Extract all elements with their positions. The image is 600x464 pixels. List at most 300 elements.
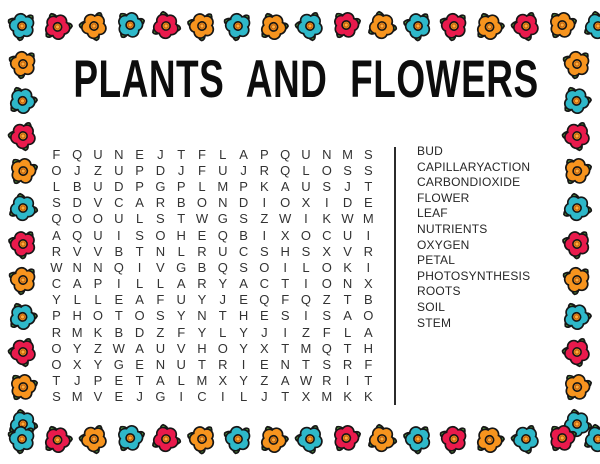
grid-cell-letter: N	[93, 259, 103, 275]
grid-cell-letter: L	[73, 292, 81, 308]
grid-cell-letter: A	[52, 227, 61, 243]
grid-cell-letter: I	[116, 276, 121, 292]
grid-cell-letter: U	[218, 162, 228, 178]
grid-cell-letter: U	[114, 211, 124, 227]
grid-cell-letter: P	[260, 146, 269, 162]
grid-cell-letter: T	[301, 357, 310, 373]
flower-border-right	[555, 46, 599, 418]
grid-cell-letter: T	[135, 373, 144, 389]
word-list	[417, 144, 530, 331]
flower-icon	[249, 416, 298, 464]
grid-cell-letter: A	[239, 276, 248, 292]
grid-cell-letter: T	[281, 340, 290, 356]
grid-cell-letter: J	[261, 389, 268, 405]
flower-icon	[554, 221, 600, 267]
flower-icon	[357, 414, 408, 464]
word-list-item: NUTRIENTS	[417, 221, 488, 236]
grid-cell-letter: I	[116, 227, 121, 243]
grid-cell-letter: N	[197, 308, 207, 324]
grid-cell-letter: H	[238, 308, 249, 324]
grid-cell-letter: O	[321, 276, 332, 292]
grid-cell-letter: J	[157, 146, 164, 162]
grid-cell-letter: O	[72, 211, 83, 227]
grid-cell-letter: L	[156, 276, 164, 292]
grid-cell-letter: W	[341, 211, 354, 227]
grid-cell-letter: V	[93, 243, 103, 259]
grid-cell-letter: F	[156, 292, 165, 308]
grid-cell-letter: O	[300, 227, 312, 243]
grid-cell-letter: W	[112, 340, 125, 356]
grid-cell-letter: Y	[93, 357, 103, 373]
flower-icon	[1, 365, 45, 409]
grid-cell-letter: S	[156, 211, 165, 227]
grid-cell-letter: A	[72, 276, 82, 292]
grid-cell-letter: T	[343, 340, 352, 356]
grid-cell-letter: J	[73, 162, 81, 178]
grid-cell-letter: M	[71, 324, 83, 340]
flower-icon	[141, 1, 192, 52]
flower-icon	[33, 3, 82, 52]
grid-cell-letter: O	[321, 259, 332, 275]
grid-cell-letter: L	[94, 292, 102, 308]
grid-cell-letter: R	[51, 324, 62, 340]
grid-cell-letter: T	[52, 373, 61, 389]
grid-cell-letter: N	[114, 146, 124, 162]
grid-cell-letter: A	[156, 373, 165, 389]
grid-cell-letter: N	[155, 357, 166, 373]
grid-cell-letter: T	[135, 243, 144, 259]
grid-cell-letter: S	[364, 162, 373, 178]
grid-cell-letter: Z	[94, 340, 102, 356]
grid-cell-letter: X	[322, 243, 332, 259]
grid-cell-letter: Q	[280, 146, 291, 162]
grid-cell-letter: L	[302, 162, 310, 178]
grid-cell-letter: G	[176, 259, 187, 275]
grid-cell-letter: S	[239, 259, 248, 275]
word-list-item: CAPILLARYACTION	[417, 159, 531, 174]
grid-cell-letter: U	[155, 340, 166, 356]
grid-cell-letter: X	[72, 357, 82, 373]
grid-cell-letter: V	[176, 340, 186, 356]
flower-icon	[465, 3, 514, 52]
grid-cell-letter: U	[114, 162, 124, 178]
grid-cell-letter: I	[345, 373, 350, 389]
grid-cell-letter: P	[176, 178, 186, 194]
grid-cell-letter: E	[260, 357, 269, 373]
grid-cell-letter: O	[196, 195, 208, 211]
grid-cell-letter: Q	[72, 146, 83, 162]
grid-cell-letter: K	[260, 178, 269, 194]
flower-icon	[552, 327, 600, 377]
flower-icon	[0, 221, 46, 267]
grid-cell-letter: J	[240, 162, 247, 178]
grid-cell-letter: U	[93, 178, 103, 194]
grid-cell-letter: S	[364, 146, 373, 162]
flower-icon	[433, 5, 476, 48]
grid-cell-letter: M	[321, 389, 333, 405]
grid-cell-letter: C	[322, 227, 332, 243]
grid-cell-letter: Y	[218, 276, 228, 292]
grid-cell-letter: O	[259, 259, 270, 275]
grid-cell-letter: I	[366, 259, 371, 275]
word-list-item: CARBONDIOXIDE	[417, 175, 521, 190]
flower-icon	[540, 3, 584, 47]
grid-cell-letter: Q	[51, 211, 62, 227]
grid-cell-letter: Q	[217, 259, 228, 275]
grid-cell-letter: Z	[301, 324, 310, 340]
grid-cell-letter: X	[218, 373, 228, 389]
flower-icon	[179, 416, 225, 462]
grid-cell-letter: T	[364, 373, 373, 389]
grid-cell-letter: O	[51, 357, 62, 373]
grid-cell-letter: B	[72, 178, 82, 194]
grid-cell-letter: B	[239, 227, 248, 243]
grid-cell-letter: L	[219, 324, 227, 340]
grid-cell-letter: Z	[260, 211, 269, 227]
grid-cell-letter: S	[239, 211, 248, 227]
grid-cell-letter: H	[363, 340, 374, 356]
grid-cell-letter: G	[155, 389, 166, 405]
flower-icon	[217, 418, 260, 461]
grid-cell-letter: N	[155, 243, 166, 259]
flower-icon	[501, 1, 551, 51]
flower-icon	[1, 418, 44, 461]
grid-cell-letter: B	[176, 195, 186, 211]
grid-cell-letter: X	[301, 389, 311, 405]
divider-line	[394, 147, 396, 405]
grid-cell-letter: N	[218, 195, 228, 211]
grid-cell-letter: Q	[300, 292, 312, 308]
grid-cell-letter: P	[93, 276, 103, 292]
grid-cell-letter: F	[177, 324, 186, 340]
grid-cell-letter: B	[364, 292, 373, 308]
grid-cell-letter: I	[366, 227, 371, 243]
grid-cell-letter: O	[51, 162, 62, 178]
grid-cell-letter: S	[301, 243, 311, 259]
grid-cell-letter: J	[344, 178, 351, 194]
grid-cell-letter: U	[342, 227, 353, 243]
grid-cell-letter: U	[93, 146, 103, 162]
grid-cell-letter: X	[301, 195, 311, 211]
grid-cell-letter: W	[279, 211, 292, 227]
flower-icon	[465, 416, 514, 464]
grid-cell-letter: L	[239, 389, 248, 405]
flower-icon	[552, 399, 600, 450]
grid-cell-letter: S	[135, 227, 144, 243]
grid-cell-letter: Z	[322, 292, 331, 308]
grid-cell-letter: R	[155, 195, 166, 211]
grid-cell-letter: D	[114, 178, 124, 194]
grid-cell-letter: M	[71, 389, 83, 405]
grid-cell-letter: J	[261, 324, 268, 340]
grid-cell-letter: T	[343, 292, 352, 308]
flower-icon	[249, 3, 298, 52]
grid-cell-letter: J	[177, 162, 185, 178]
grid-cell-letter: Y	[72, 340, 82, 356]
grid-cell-letter: I	[262, 227, 267, 243]
grid-cell-letter: D	[238, 195, 249, 211]
flower-icon	[324, 416, 368, 460]
grid-cell-letter: Q	[321, 340, 332, 356]
grid-cell-letter: I	[241, 357, 246, 373]
grid-cell-letter: C	[259, 276, 270, 292]
flower-icon	[501, 414, 551, 464]
grid-cell-letter: Z	[156, 324, 165, 340]
grid-cell-letter: R	[342, 357, 353, 373]
grid-cell-letter: Y	[239, 373, 248, 389]
grid-cell-letter: T	[281, 276, 290, 292]
grid-cell-letter: W	[195, 211, 209, 227]
page-title: PLANTS AND FLOWERS	[73, 50, 539, 109]
grid-cell-letter: F	[52, 146, 61, 162]
grid-cell-letter: F	[281, 292, 290, 308]
flower-icon	[395, 3, 441, 49]
flower-icon	[108, 3, 152, 47]
grid-cell-letter: M	[362, 211, 374, 227]
grid-cell-letter: G	[155, 178, 166, 194]
grid-cell-letter: O	[217, 340, 228, 356]
grid-cell-letter: Q	[217, 227, 228, 243]
flower-icon	[285, 1, 335, 51]
grid-cell-letter: S	[322, 308, 332, 324]
grid-cell-letter: S	[52, 195, 61, 211]
grid-cell-letter: P	[135, 162, 144, 178]
grid-cell-letter: H	[280, 243, 290, 259]
grid-cell-letter: R	[197, 243, 207, 259]
grid-cell-letter: C	[238, 243, 249, 259]
flower-icon	[33, 416, 82, 464]
grid-cell-letter: A	[343, 308, 352, 324]
grid-cell-letter: T	[281, 389, 290, 405]
flower-icon	[556, 259, 599, 302]
grid-cell-letter: E	[135, 146, 144, 162]
flower-icon	[1, 5, 44, 48]
grid-cell-letter: G	[217, 211, 228, 227]
grid-cell-letter: L	[343, 324, 352, 340]
grid-cell-letter: N	[280, 357, 290, 373]
grid-cell-letter: W	[299, 373, 313, 389]
grid-cell-letter: U	[93, 227, 103, 243]
grid-cell-letter: P	[93, 373, 103, 389]
grid-cell-letter: S	[322, 178, 332, 194]
flower-icon	[324, 3, 368, 47]
grid-cell-letter: E	[197, 227, 207, 243]
word-search-grid	[46, 146, 379, 405]
grid-cell-letter: N	[72, 259, 82, 275]
grid-cell-letter: E	[114, 373, 124, 389]
grid-cell-letter: Q	[72, 227, 83, 243]
grid-cell-letter: J	[219, 292, 227, 308]
grid-cell-letter: A	[135, 292, 144, 308]
grid-cell-letter: R	[197, 276, 207, 292]
flower-icon	[433, 418, 476, 461]
flower-icon	[573, 414, 600, 464]
flower-icon	[69, 414, 119, 464]
grid-cell-letter: D	[155, 162, 166, 178]
grid-cell-letter: I	[283, 324, 287, 340]
grid-cell-letter: I	[324, 195, 329, 211]
word-list-item: ROOTS	[417, 284, 461, 299]
grid-cell-letter: S	[280, 308, 290, 324]
flower-icon	[0, 183, 48, 234]
grid-cell-letter: H	[176, 227, 186, 243]
grid-cell-letter: S	[260, 243, 269, 259]
flower-icon	[69, 1, 119, 51]
grid-cell-letter: V	[156, 259, 165, 275]
flower-icon	[395, 416, 441, 462]
flower-icon	[2, 259, 45, 302]
grid-cell-letter: Q	[280, 162, 291, 178]
grid-cell-letter: A	[135, 340, 144, 356]
grid-cell-letter: Z	[260, 373, 269, 389]
grid-cell-letter: B	[114, 243, 124, 259]
word-list-item: LEAF	[417, 206, 448, 221]
grid-cell-letter: F	[322, 324, 331, 340]
grid-cell-letter: U	[301, 178, 311, 194]
grid-cell-letter: S	[343, 162, 352, 178]
flower-icon	[0, 293, 47, 342]
grid-cell-letter: Q	[259, 292, 270, 308]
grid-cell-letter: M	[217, 178, 229, 194]
grid-cell-letter: U	[218, 243, 228, 259]
grid-cell-letter: G	[113, 357, 124, 373]
grid-cell-letter: T	[177, 146, 186, 162]
grid-cell-letter: A	[280, 178, 290, 194]
grid-cell-letter: A	[135, 195, 144, 211]
grid-cell-letter: W	[50, 259, 63, 275]
grid-cell-letter: L	[177, 373, 185, 389]
grid-cell-letter: O	[92, 211, 104, 227]
grid-cell-letter: Y	[239, 340, 248, 356]
grid-cell-letter: Y	[176, 308, 186, 324]
grid-cell-letter: A	[364, 324, 373, 340]
grid-cell-letter: P	[239, 178, 248, 194]
grid-cell-letter: Y	[239, 324, 248, 340]
grid-cell-letter: M	[196, 373, 208, 389]
grid-cell-letter: R	[322, 373, 332, 389]
grid-cell-letter: R	[259, 162, 270, 178]
grid-cell-letter: Q	[113, 259, 124, 275]
grid-cell-letter: V	[93, 195, 103, 211]
grid-cell-letter: F	[198, 162, 206, 178]
grid-cell-letter: D	[72, 195, 82, 211]
grid-cell-letter: L	[177, 243, 185, 259]
grid-cell-letter: D	[342, 195, 353, 211]
grid-cell-letter: O	[155, 227, 166, 243]
grid-cell-letter: C	[51, 276, 62, 292]
flower-icon	[555, 149, 599, 193]
grid-cell-letter: J	[136, 389, 143, 405]
grid-cell-letter: I	[304, 211, 308, 227]
grid-cell-letter: L	[135, 276, 144, 292]
grid-cell-letter: I	[304, 276, 308, 292]
grid-cell-letter: M	[342, 146, 353, 162]
grid-cell-letter: L	[198, 178, 206, 194]
grid-cell-letter: H	[72, 308, 82, 324]
grid-cell-letter: A	[176, 276, 186, 292]
grid-cell-letter: K	[322, 211, 332, 227]
flower-icon	[552, 183, 600, 234]
grid-cell-letter: O	[51, 340, 62, 356]
grid-cell-letter: E	[239, 292, 248, 308]
flower-icon	[555, 365, 599, 409]
flower-border-bottom	[4, 416, 596, 462]
grid-cell-letter: V	[93, 389, 103, 405]
grid-cell-letter: I	[262, 195, 267, 211]
grid-cell-letter: X	[364, 276, 373, 292]
grid-cell-letter: P	[52, 308, 61, 324]
grid-cell-letter: S	[52, 389, 61, 405]
grid-cell-letter: A	[239, 146, 248, 162]
grid-cell-letter: K	[364, 389, 373, 405]
word-list-item: SOIL	[417, 299, 446, 314]
grid-cell-letter: E	[135, 357, 144, 373]
grid-cell-letter: T	[198, 357, 206, 373]
flower-border-left	[1, 46, 45, 418]
grid-cell-letter: F	[198, 146, 206, 162]
grid-cell-letter: H	[197, 340, 207, 356]
grid-cell-letter: R	[51, 243, 62, 259]
word-list-item: PETAL	[417, 253, 456, 268]
grid-cell-letter: O	[321, 162, 332, 178]
flower-icon	[108, 416, 152, 460]
grid-cell-letter: X	[260, 340, 269, 356]
grid-cell-letter: T	[218, 308, 227, 324]
grid-cell-letter: R	[363, 243, 374, 259]
grid-cell-letter: O	[280, 195, 291, 211]
flower-icon	[2, 43, 45, 86]
grid-cell-letter: E	[364, 195, 373, 211]
flower-icon	[0, 399, 48, 450]
grid-cell-letter: I	[220, 389, 225, 405]
flower-icon	[141, 414, 192, 464]
grid-cell-letter: M	[300, 340, 312, 356]
grid-cell-letter: L	[219, 146, 227, 162]
word-list-item: FLOWER	[417, 190, 470, 205]
grid-cell-letter: V	[72, 243, 82, 259]
grid-cell-letter: Y	[52, 292, 61, 308]
grid-cell-letter: U	[176, 357, 186, 373]
grid-cell-letter: B	[114, 324, 124, 340]
grid-cell-letter: O	[363, 308, 374, 324]
grid-cell-letter: D	[134, 324, 145, 340]
grid-cell-letter: P	[135, 178, 144, 194]
grid-cell-letter: V	[343, 243, 352, 259]
flower-icon	[556, 43, 599, 86]
flower-icon	[552, 293, 600, 342]
grid-cell-letter: K	[343, 259, 352, 275]
grid-cell-letter: L	[135, 211, 144, 227]
word-list-item: STEM	[417, 315, 452, 330]
word-list-item: PHOTOSYNTHESIS	[417, 268, 531, 283]
grid-cell-letter: N	[342, 276, 353, 292]
grid-cell-letter: T	[114, 308, 123, 324]
flower-border-top	[4, 3, 596, 49]
grid-cell-letter: Y	[197, 292, 207, 308]
grid-cell-letter: Z	[94, 162, 102, 178]
grid-cell-letter: B	[197, 259, 207, 275]
grid-cell-letter: I	[304, 308, 308, 324]
grid-cell-letter: X	[280, 227, 290, 243]
flower-icon	[0, 327, 48, 377]
flower-icon	[179, 3, 225, 49]
grid-cell-letter: L	[52, 178, 61, 194]
grid-cell-letter: E	[260, 308, 269, 324]
flower-icon	[1, 149, 45, 193]
grid-cell-letter: E	[114, 292, 124, 308]
grid-cell-letter: R	[218, 357, 228, 373]
grid-cell-letter: J	[73, 373, 81, 389]
